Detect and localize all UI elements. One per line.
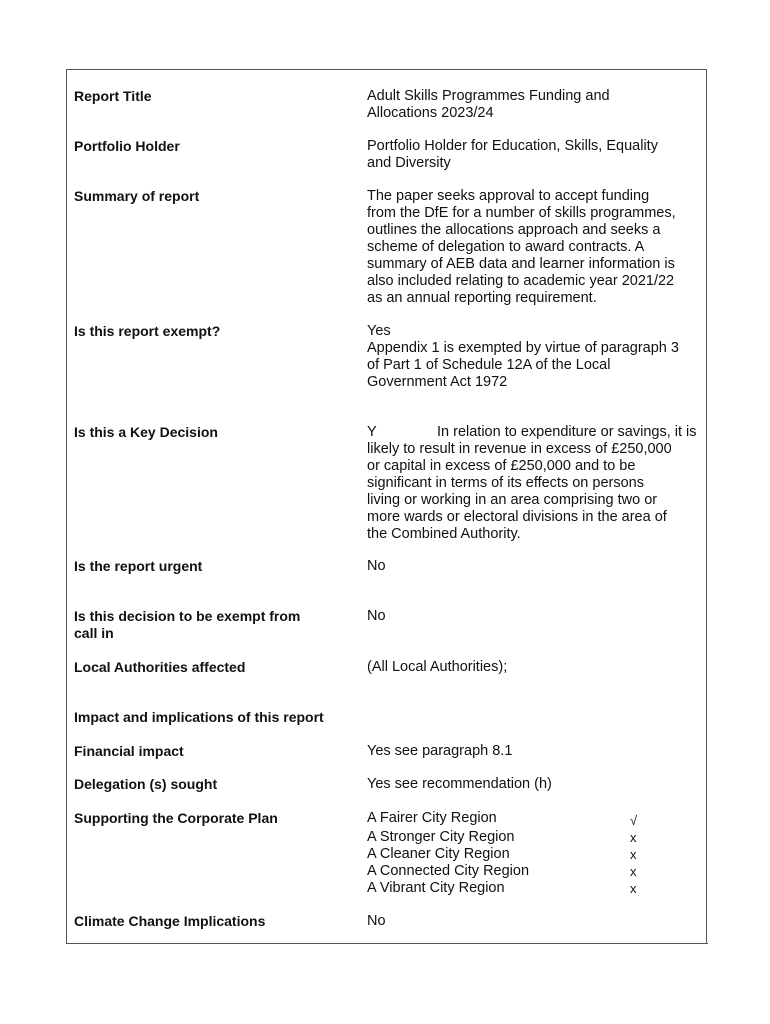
table-bottom-rule <box>66 943 708 944</box>
key-decision-flag: Y <box>367 424 377 440</box>
local-authorities-value: (All Local Authorities); <box>367 659 508 675</box>
key-decision-line: the Combined Authority. <box>367 526 521 542</box>
key-decision-line: living or working in an area comprising two or <box>367 492 658 508</box>
climate-value: No <box>367 913 386 929</box>
financial-impact-label: Financial impact <box>74 743 184 759</box>
corporate-plan-item: A Cleaner City Region <box>367 846 510 862</box>
portfolio-holder-line: and Diversity <box>367 155 451 171</box>
summary-line: The paper seeks approval to accept funding <box>367 188 650 204</box>
corporate-plan-mark: x <box>630 864 637 879</box>
summary-line: scheme of delegation to award contracts. A <box>367 239 645 255</box>
key-decision-line: significant in terms of its effects on persons <box>367 475 644 491</box>
key-decision-text: In relation to expenditure or savings, it is <box>437 424 697 440</box>
delegation-label: Delegation (s) sought <box>74 776 218 792</box>
exempt-line: of Part 1 of Schedule 12A of the Local <box>367 357 611 373</box>
summary-line: outlines the allocations approach and seeks a <box>367 222 661 238</box>
corporate-plan-item: A Connected City Region <box>367 863 530 879</box>
exempt-line: Government Act 1972 <box>367 374 508 390</box>
urgent-label: Is the report urgent <box>74 558 203 574</box>
report-title-line: Allocations 2023/24 <box>367 105 494 121</box>
key-decision-label: Is this a Key Decision <box>74 424 218 440</box>
key-decision-line: or capital in excess of £250,000 and to be <box>367 458 636 474</box>
summary-line: summary of AEB data and learner information is <box>367 256 675 272</box>
summary-label: Summary of report <box>74 188 200 204</box>
corporate-plan-item: A Vibrant City Region <box>367 880 505 896</box>
call-in-label-line: call in <box>74 625 114 641</box>
portfolio-holder-label: Portfolio Holder <box>74 138 180 154</box>
call-in-value: No <box>367 608 386 624</box>
corporate-plan-mark: x <box>630 830 637 845</box>
summary-value <box>367 188 707 307</box>
impact-heading: Impact and implications of this report <box>74 709 324 725</box>
report-title-label: Report Title <box>74 88 152 104</box>
key-decision-value <box>367 424 707 543</box>
summary-line: from the DfE for a number of skills programmes, <box>367 205 676 221</box>
key-decision-line: more wards or electoral divisions in the area of <box>367 509 667 525</box>
portfolio-holder-value <box>367 138 707 172</box>
key-decision-line <box>367 424 707 441</box>
report-title-line: Adult Skills Programmes Funding and <box>367 88 610 104</box>
climate-label: Climate Change Implications <box>74 913 266 929</box>
delegation-value: Yes see recommendation (h) <box>367 776 552 792</box>
corporate-plan-item: A Fairer City Region <box>367 810 497 826</box>
call-in-label <box>74 608 300 642</box>
corporate-plan-mark: √ <box>630 813 638 828</box>
exempt-line: Appendix 1 is exempted by virtue of paragraph 3 <box>367 340 679 356</box>
corporate-plan-mark: x <box>630 847 637 862</box>
call-in-label-line: Is this decision to be exempt from <box>74 608 301 624</box>
local-authorities-label: Local Authorities affected <box>74 659 246 675</box>
exempt-label: Is this report exempt? <box>74 323 221 339</box>
report-title-value <box>367 88 707 122</box>
urgent-value: No <box>367 558 386 574</box>
exempt-line: Yes <box>367 323 391 339</box>
summary-line: also included relating to academic year 2021/22 <box>367 273 675 289</box>
portfolio-holder-line: Portfolio Holder for Education, Skills, Equality <box>367 138 658 154</box>
key-decision-line: likely to result in revenue in excess of £250,000 <box>367 441 672 457</box>
corporate-plan-item: A Stronger City Region <box>367 829 515 845</box>
summary-line: as an annual reporting requirement. <box>367 290 597 306</box>
corporate-plan-label: Supporting the Corporate Plan <box>74 810 278 826</box>
financial-impact-value: Yes see paragraph 8.1 <box>367 743 513 759</box>
corporate-plan-mark: x <box>630 881 637 896</box>
exempt-value <box>367 323 707 391</box>
